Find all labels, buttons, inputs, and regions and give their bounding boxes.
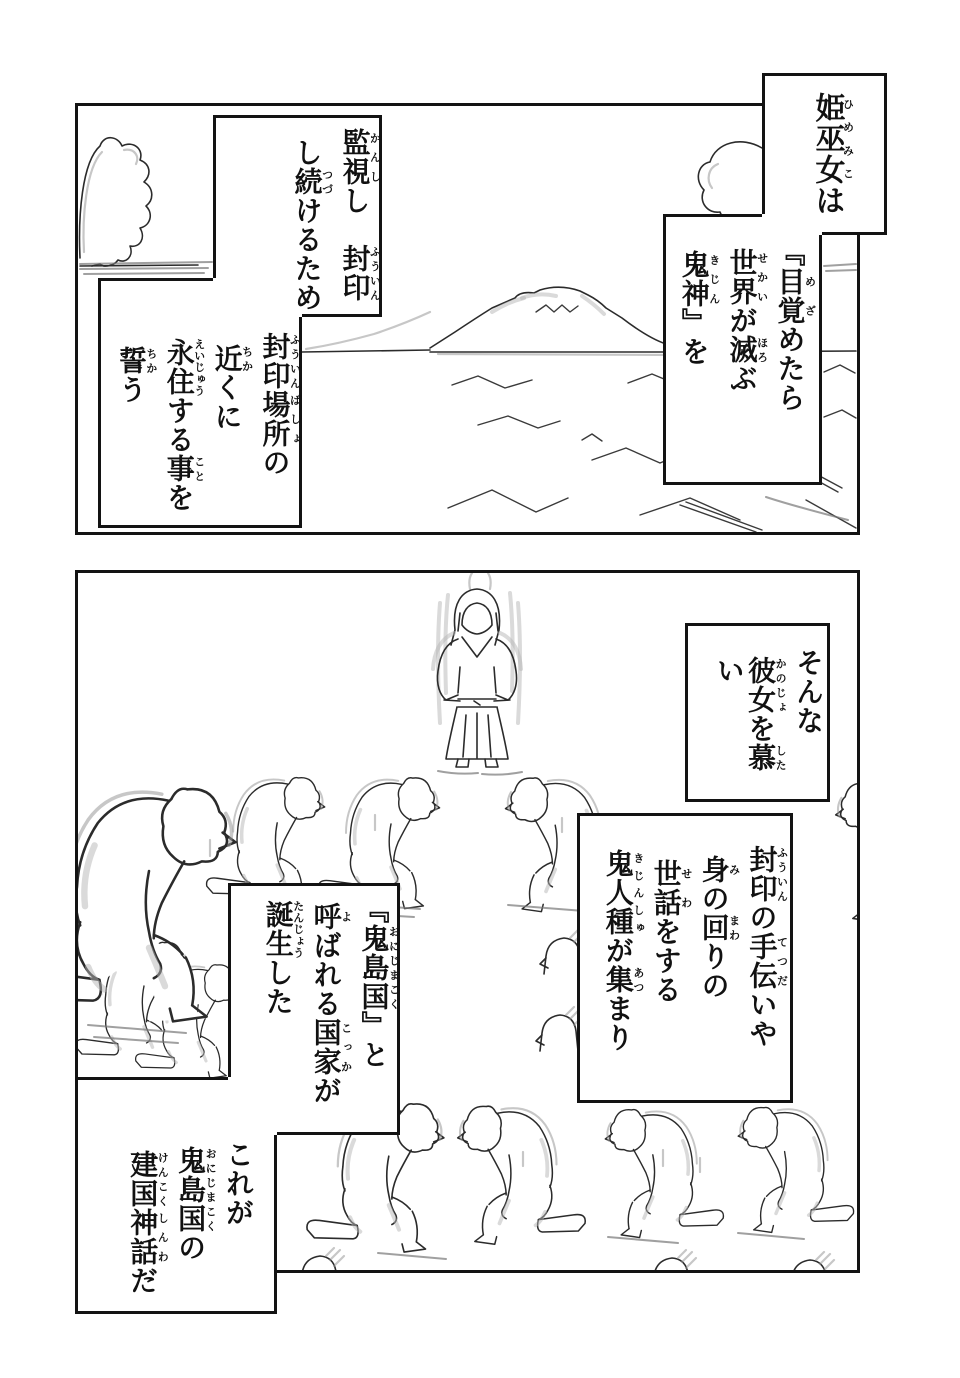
text-column: 呼よばれる国家こっかが [309, 902, 353, 1105]
text-column: 誓ちかう [114, 346, 158, 404]
text-column: 『目覚めざめたら [773, 238, 817, 412]
narration-text-himemiko [800, 92, 854, 242]
narration-text-korega [112, 1140, 254, 1310]
text-column: 封印ふういん場所ばしょの [258, 332, 302, 477]
shore-band-right [824, 264, 856, 271]
text-column: 鬼島国おにじまこくの [174, 1146, 218, 1262]
narration-text-chikau [105, 332, 301, 527]
cloud-left-icon [80, 138, 152, 266]
bowed-head [786, 1252, 834, 1270]
text-column: 身みの回まわりの [697, 855, 741, 1000]
kneeling-figure [458, 1106, 587, 1245]
text-column: 誕生たんじょうした [261, 900, 305, 1016]
text-column: し続つづけるため [290, 138, 334, 312]
bowed-head [648, 1250, 696, 1270]
text-column: これが [222, 1140, 255, 1227]
text-column: 封印ふういんの手伝てつだいや [745, 845, 789, 1048]
text-column: 近ちかくに [210, 344, 254, 431]
priestess [433, 573, 522, 775]
text-column: 姫巫女ひめみこは [809, 92, 855, 216]
narration-text-tetsudai [590, 845, 788, 1097]
text-column: 世界せかいが滅ほろぶ [725, 248, 769, 393]
text-column: 『鬼島国おにじまこく』と [357, 895, 401, 1069]
narration-text-onijima [252, 895, 400, 1130]
kneeling-figure [605, 1109, 725, 1237]
text-column: 世話せわをする [649, 859, 693, 1004]
text-column: 建国けんこく神話しんわだ [126, 1150, 170, 1295]
shore-band-left [80, 262, 212, 274]
kneeling-figure [836, 783, 857, 922]
text-column: 彼女かのじょを慕したい [712, 656, 788, 772]
text-column: 鬼神きじん』を [677, 250, 721, 366]
narration-text-sonna [712, 648, 824, 798]
text-column: 永住えいじゅうする事ことを [162, 338, 206, 512]
kneeling-figure [738, 1107, 855, 1233]
narration-text-kanshi [285, 128, 381, 313]
text-column: 鬼人種きじんしゅが集あつまり [601, 849, 645, 1052]
bowed-head [296, 1248, 344, 1270]
narration-text-mezame [668, 238, 816, 473]
text-column: 監視かんしし 封印ふういん [338, 128, 382, 302]
text-column: そんな [792, 648, 825, 735]
